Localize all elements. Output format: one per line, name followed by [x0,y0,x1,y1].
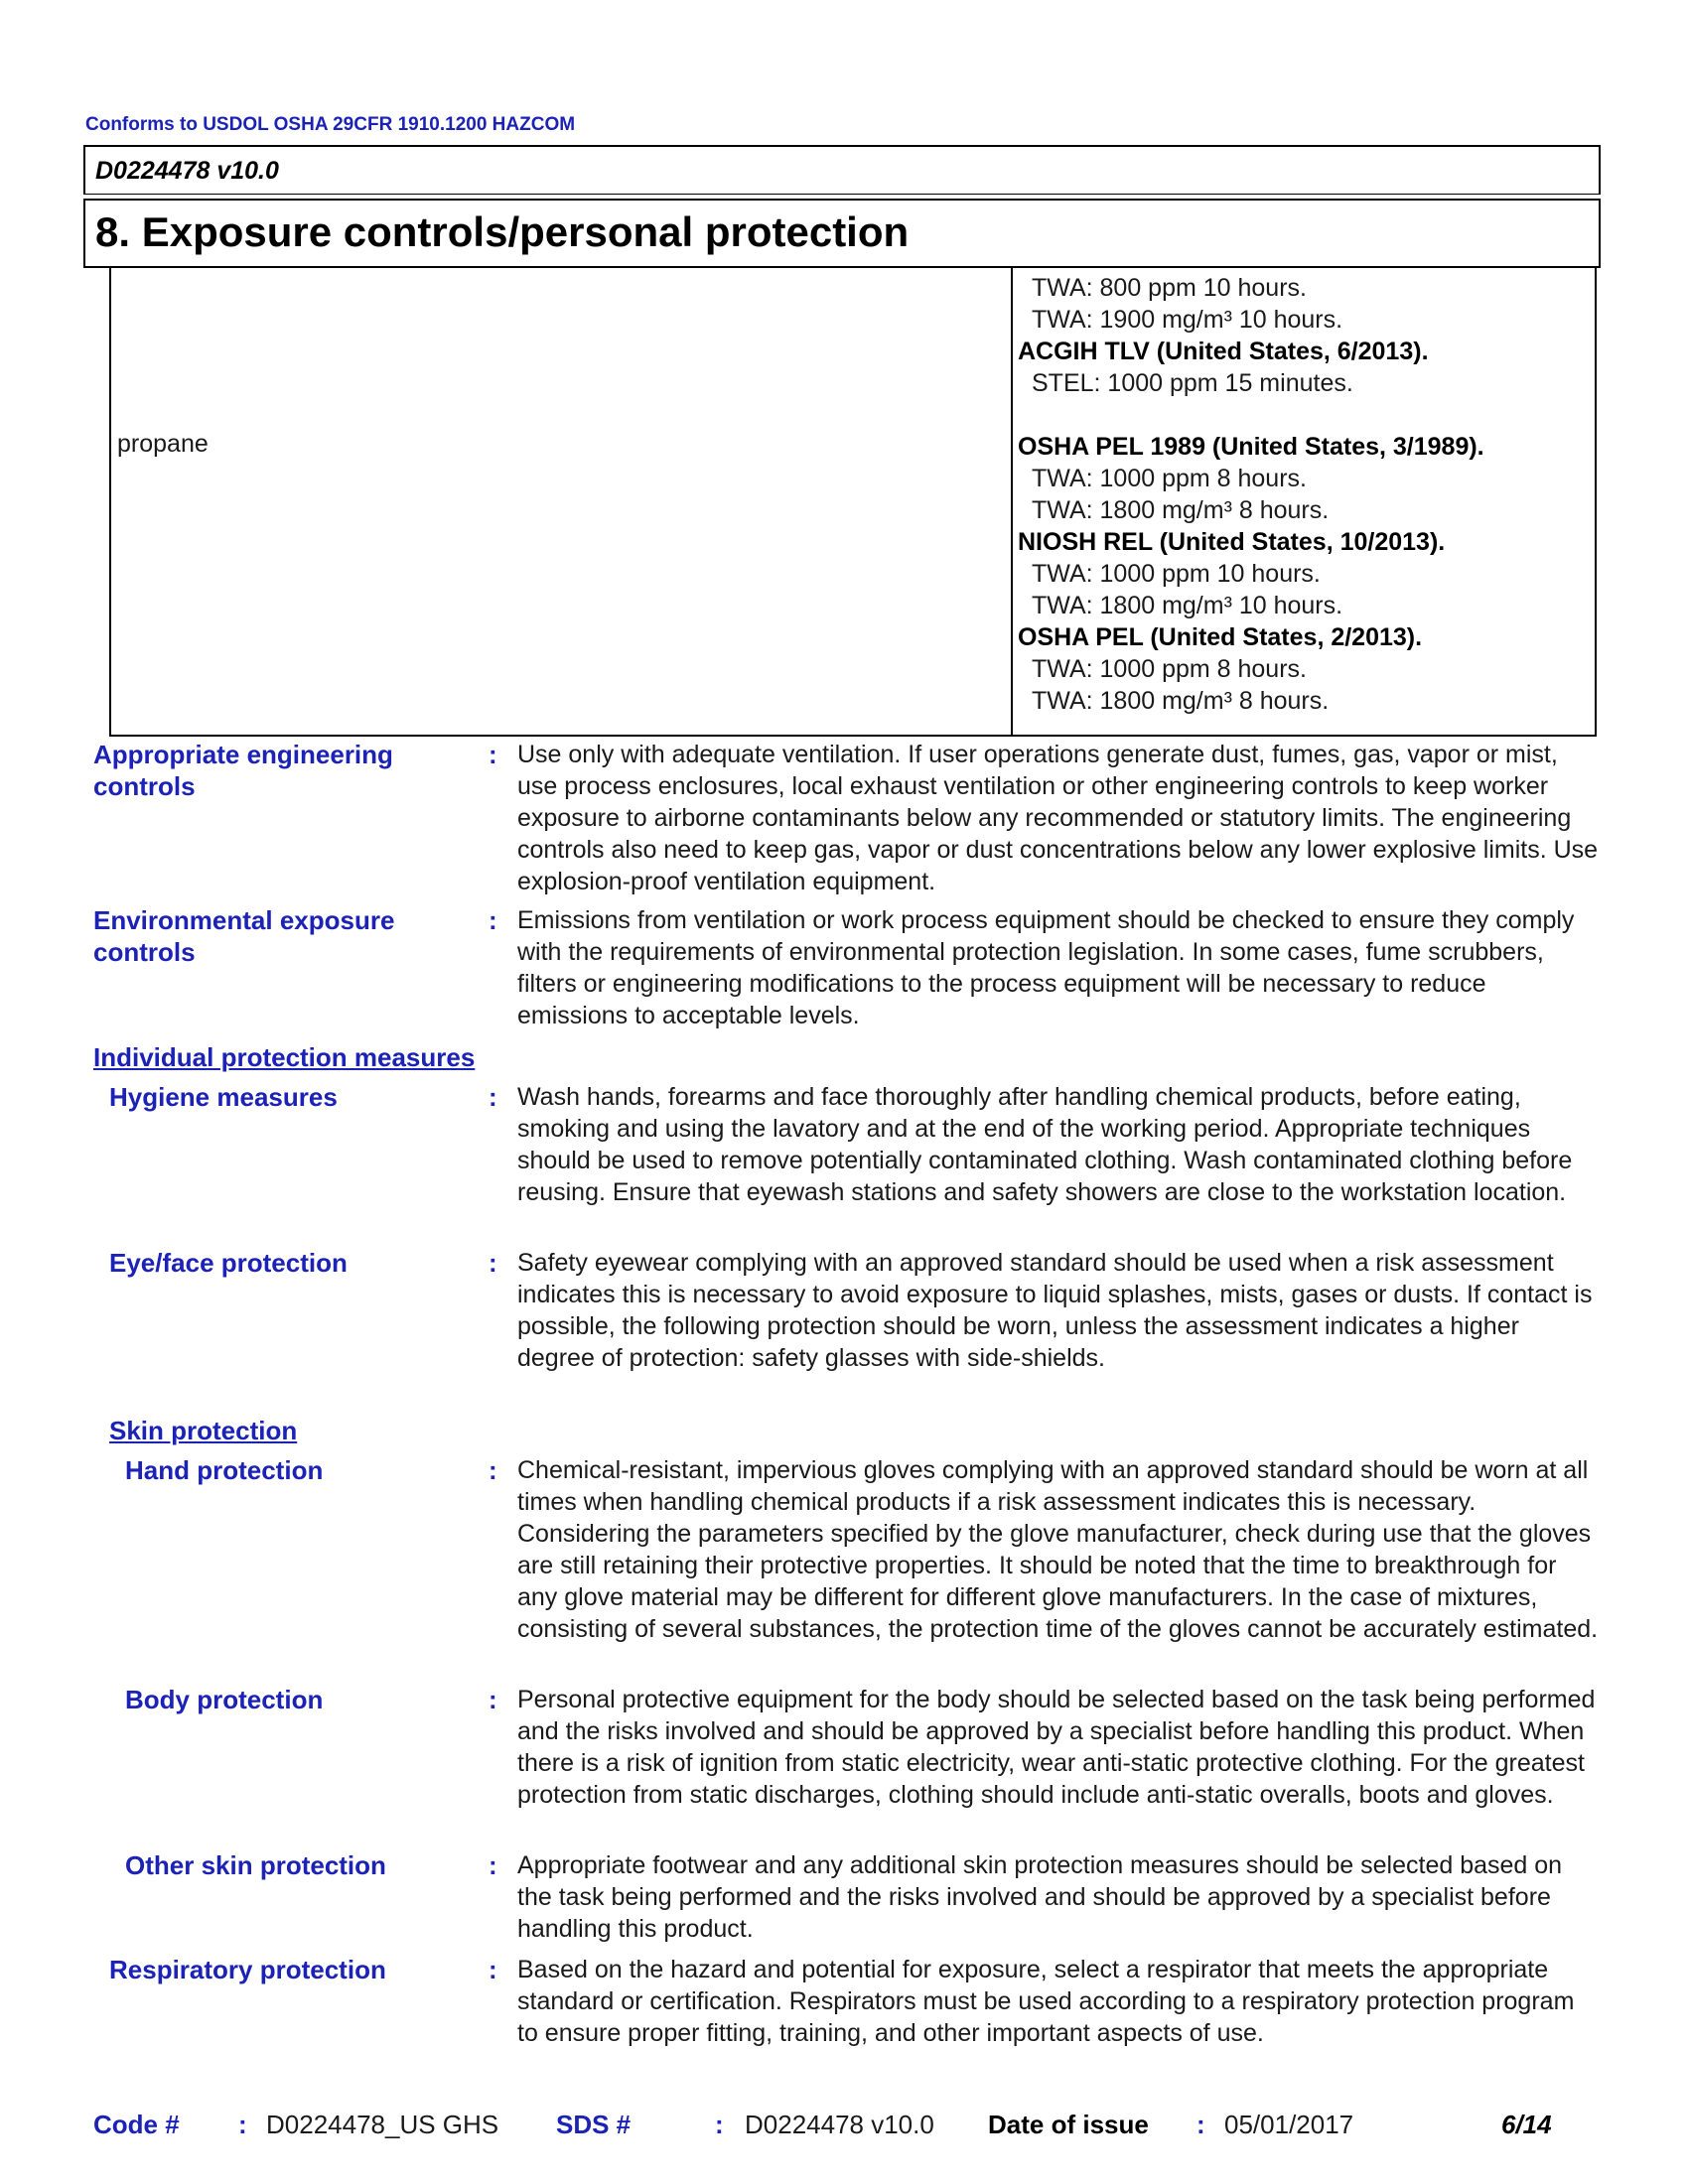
colon: : [715,2110,724,2139]
colon: : [489,1685,497,1714]
limit-heading: NIOSH REL (United States, 10/2013). [1018,528,1446,556]
limit-heading: OSHA PEL (United States, 2/2013). [1018,623,1423,651]
environmental-controls-label [93,904,394,968]
colon: : [1196,2110,1205,2139]
colon: : [489,1082,497,1112]
label-line: controls [93,771,196,801]
table-column-divider [1011,268,1013,737]
label-line: controls [93,937,196,967]
doc-id: D0224478 v10.0 [95,157,279,185]
sds-value: D0224478 v10.0 [745,2110,934,2139]
limit-heading: ACGIH TLV (United States, 6/2013). [1018,338,1429,365]
section-title: 8. Exposure controls/personal protection [95,208,910,255]
code-label: Code # [93,2110,180,2139]
hand-protection-label: Hand protection [125,1455,324,1485]
skin-protection-heading[interactable]: Skin protection [109,1416,298,1445]
engineering-controls-text: Use only with adequate ventilation. If user operations generate dust, fumes, gas, vapor or mist, use process enclosures, local exhaust ventilation or other engineering controls to keep worker exposure to airborne contaminants below any recommended or statutory limits. The engineering controls also need to keep gas, vapor or dust concentrations below any lower explosive limits. Use explosion-proof ventilation equipment. [517,741,1599,895]
respiratory-protection-label: Respiratory protection [109,1955,386,1984]
individual-protection-heading[interactable]: Individual protection measures [93,1042,476,1072]
respiratory-protection-text: Based on the hazard and potential for exposure, select a respirator that meets the appropriate standard or certification. Respirators must be used according to a respiratory protection program to ensure proper fitting, training, and other important aspects of use. [517,1956,1575,2047]
colon: : [489,905,497,935]
eye-face-protection-label: Eye/face protection [109,1248,348,1278]
section-header [83,199,1601,268]
colon: : [489,1955,497,1984]
colon: : [238,2110,247,2139]
doc-id-bar [83,145,1601,195]
page-footer [0,2110,1688,2149]
date-label: Date of issue [988,2110,1149,2139]
conforms-statement: Conforms to USDOL OSHA 29CFR 1910.1200 HAZCOM [85,114,576,135]
limit-spacer [1018,399,1594,431]
exposure-limits-column [1018,272,1594,717]
limit-value: TWA: 1000 ppm 8 hours. [1032,465,1307,492]
limit-value: TWA: 1800 mg/m³ 10 hours. [1032,592,1343,619]
code-value: D0224478_US GHS [266,2110,499,2139]
limit-heading: OSHA PEL 1989 (United States, 3/1989). [1018,433,1484,461]
label-line: Environmental exposure [93,905,395,935]
colon: : [489,1850,497,1880]
limit-value: STEL: 1000 ppm 15 minutes. [1032,369,1353,397]
body-protection-label: Body protection [125,1685,324,1714]
limit-value: TWA: 800 ppm 10 hours. [1032,274,1307,302]
limit-value: TWA: 1000 ppm 10 hours. [1032,560,1321,588]
environmental-controls-text: Emissions from ventilation or work process equipment should be checked to ensure they comply with the requirements of environmental protection legislation. In some cases, fume scrubbers, filters or engineering modifications to the process equipment will be necessary to reduce emissions to acceptable levels. [517,906,1575,1029]
colon: : [489,1248,497,1278]
engineering-controls-label [93,739,393,802]
body-protection-text: Personal protective equipment for the body should be selected based on the task being performed and the risks involved and should be approved by a specialist before handling this product. When there is a risk of ignition from static electricity, wear anti-static protective clothing. For the greatest protection from static discharges, clothing should include anti-static overalls, boots and gloves. [517,1686,1596,1809]
eye-face-protection-text: Safety eyewear complying with an approved standard should be used when a risk assessment indicates this is necessary to avoid exposure to liquid splashes, mists, gases or dusts. If contact is possible, the following protection should be worn, unless the assessment indicates a higher degree of protection: safety glasses with side-shields. [517,1249,1593,1372]
limit-value: TWA: 1800 mg/m³ 8 hours. [1032,496,1330,524]
label-line: Appropriate engineering [93,740,393,769]
page-number: 6/14 [1501,2110,1552,2139]
limit-value: TWA: 1800 mg/m³ 8 hours. [1032,687,1330,715]
hygiene-measures-text: Wash hands, forearms and face thoroughly after handling chemical products, before eating, smoking and using the lavatory and at the end of the working period. Appropriate techniques should be used to remove potentially contaminated clothing. Wash contaminated clothing before reusing. Ensure that eyewash stations and safety showers are close to the workstation location. [517,1083,1573,1206]
other-skin-protection-label: Other skin protection [125,1850,386,1880]
limit-value: TWA: 1900 mg/m³ 10 hours. [1032,306,1343,334]
sds-label: SDS # [556,2110,632,2139]
date-value: 05/01/2017 [1224,2110,1354,2139]
colon: : [489,740,497,769]
limit-value: TWA: 1000 ppm 8 hours. [1032,655,1307,683]
colon: : [489,1455,497,1485]
hygiene-measures-label: Hygiene measures [109,1082,338,1112]
ingredient-name: propane [117,430,209,458]
other-skin-protection-text: Appropriate footwear and any additional skin protection measures should be selected based on the task being performed and the risks involved and should be approved by a specialist before handling this product. [517,1851,1563,1943]
hand-protection-text: Chemical-resistant, impervious gloves complying with an approved standard should be worn at all times when handling chemical products if a risk assessment indicates this is necessary. Considering the parameters specified by the glove manufacturer, check during use that the gloves are still retaining their protective properties. It should be noted that the time to breakthrough for any glove material may be different for different glove manufacturers. In the case of mixtures, consisting of several substances, the protection time of the gloves cannot be accurately estimated. [517,1456,1599,1643]
